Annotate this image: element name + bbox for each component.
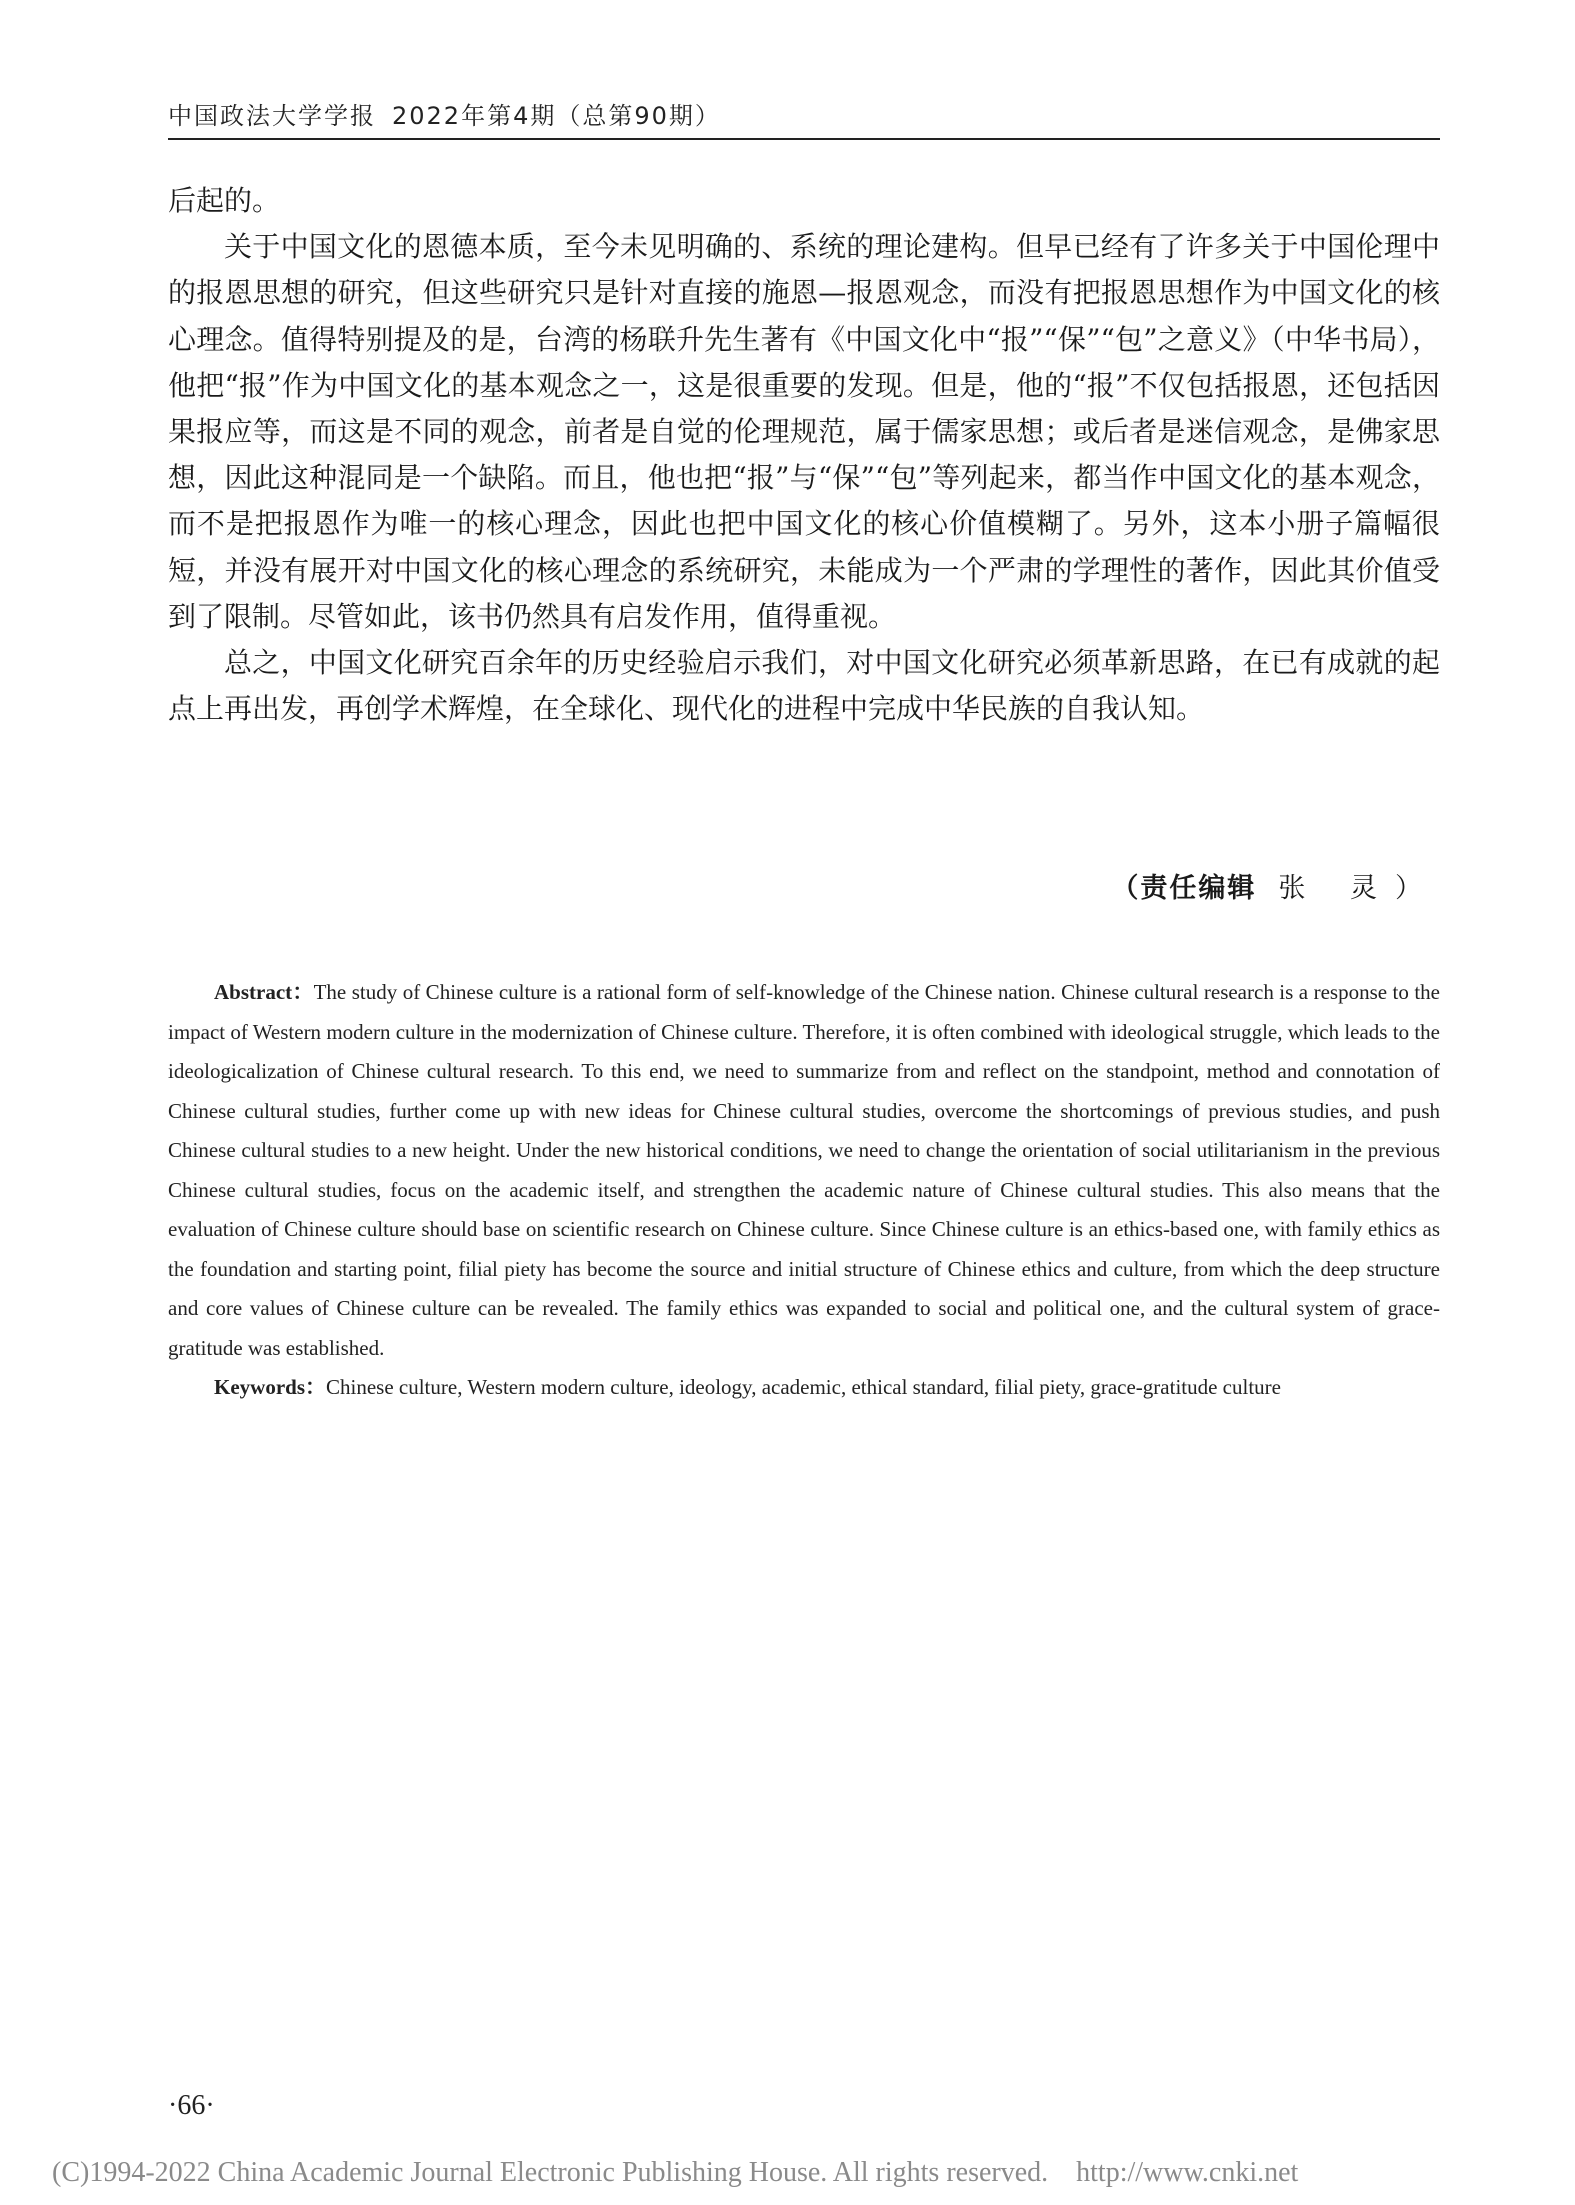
running-head <box>168 96 1438 131</box>
english-abstract <box>168 973 1440 1408</box>
abstract-text: The study of Chinese culture is a rational form of self-knowledge of the Chinese nation. Chinese cultural research is a response to the impact of Western modern culture in the modernization of Chinese culture. Therefore, it is often combined with ideological struggle, which leads to the ideologicalization of Chinese cultural research. To this end, we need to summarize from and reflect on the standpoint, method and connotation of Chinese cultural studies, further come up with new ideas for Chinese cultural studies, overcome the shortcomings of previous studies, and push Chinese cultural studies to a new height. Under the new historical conditions, we need to change the orientation of social utilitarianism in the previous Chinese cultural studies, focus on the academic itself, and strengthen the academic nature of Chinese cultural studies. This also means that the evaluation of Chinese culture should base on scientific research on Chinese culture. Since Chinese culture is an ethics-based one, with family ethics as the foundation and starting point, filial piety has become the source and initial structure of Chinese ethics and culture, from which the deep structure and core values of Chinese culture can be revealed. The family ethics was expanded to social and political one, and the cultural system of grace-gratitude was established. <box>168 980 1440 1360</box>
editor-name: 张 灵） <box>1278 873 1440 904</box>
editor-label: （责任编辑 <box>1111 873 1257 904</box>
journal-title: 中国政法大学学报 <box>168 102 376 130</box>
keywords-paragraph <box>168 1368 1440 1408</box>
copyright-footer <box>52 2157 1552 2189</box>
header-rule <box>168 138 1440 140</box>
paragraph-continuation: 后起的。 <box>168 184 281 217</box>
article-body <box>168 178 1440 732</box>
copyright-text: (C)1994-2022 China Academic Journal Electronic Publishing House. All rights reserved. <box>52 2157 1049 2188</box>
abstract-paragraph <box>168 973 1440 1368</box>
paragraph: 关于中国文化的恩德本质，至今未见明确的、系统的理论建构。但早已经有了许多关于中国伦理中的报恩思想的研究，但这些研究只是针对直接的施恩—报恩观念，而没有把报恩思想作为中国文化的核心理念。值得特别提及的是，台湾的杨联升先生著有《中国文化中“报”“保”“包”之意义》（中华书局），他把“报”作为中国文化的基本观念之一，这是很重要的发现。但是，他的“报”不仅包括报恩，还包括因果报应等，而这是不同的观念，前者是自觉的伦理规范，属于儒家思想；或后者是迷信观念，是佛家思想，因此这种混同是一个缺陷。而且，他也把“报”与“保”“包”等列起来，都当作中国文化的基本观念，而不是把报恩作为唯一的核心理念，因此也把中国文化的核心价值模糊了。另外，这本小册子篇幅很短，并没有展开对中国文化的核心理念的系统研究，未能成为一个严肃的学理性的著作，因此其价值受到了限制。尽管如此，该书仍然具有启发作用，值得重视。 <box>168 230 1440 633</box>
keywords-label: Keywords： <box>214 1375 326 1399</box>
site-url: http://www.cnki.net <box>1076 2157 1299 2188</box>
keywords-text: Chinese culture, Western modern culture, ideology, academic, ethical standard, filial piety, grace-gratitude culture <box>326 1375 1281 1399</box>
paragraph: 总之，中国文化研究百余年的历史经验启示我们，对中国文化研究必须革新思路，在已有成就的起点上再出发，再创学术辉煌，在全球化、现代化的进程中完成中华民族的自我认知。 <box>168 646 1440 726</box>
page-number: ·66· <box>168 2090 215 2121</box>
abstract-label: Abstract： <box>214 980 314 1004</box>
responsible-editor <box>1080 866 1440 905</box>
issue-info: 2022年第4期（总第90期） <box>392 102 721 130</box>
